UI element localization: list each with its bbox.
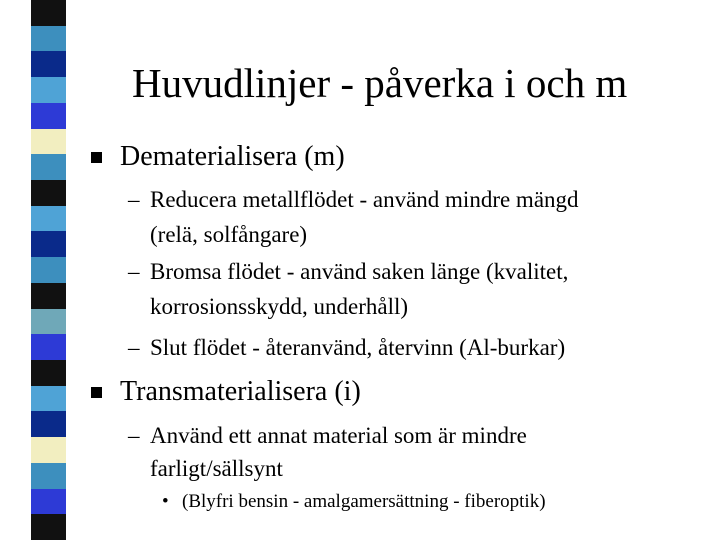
stripe-block [31,26,66,52]
sub-bullet-anvand-cont: farligt/sällsynt [150,456,283,481]
stripe-block [31,514,66,540]
decorative-side-stripe [31,0,66,540]
square-bullet-icon [91,387,102,398]
stripe-block [31,51,66,77]
stripe-block [31,489,66,515]
stripe-block [31,437,66,463]
bullet-transmaterialisera: Transmaterialisera (i) [120,376,361,407]
stripe-block [31,360,66,386]
sub-bullet-anvand: Använd ett annat material som är mindre [150,423,527,448]
stripe-block [31,180,66,206]
stripe-block [31,411,66,437]
bullet-dematerialisera: Dematerialisera (m) [120,141,345,172]
stripe-block [31,334,66,360]
stripe-block [31,129,66,155]
sub-bullet-reducera: Reducera metallflödet - använd mindre mängd [150,187,579,212]
stripe-block [31,386,66,412]
sub-bullet-reducera-cont: (relä, solfångare) [150,222,308,247]
bullet-dot-icon: • [162,491,169,512]
stripe-block [31,77,66,103]
slide-title: Huvudlinjer - påverka i och m [132,60,628,106]
stripe-block [31,309,66,335]
subsub-bullet-blyfri: (Blyfri bensin - amalgamersättning - fiberoptik) [182,491,546,512]
stripe-block [31,0,66,26]
stripe-block [31,154,66,180]
stripe-block [31,283,66,309]
sub-dash: – [128,187,140,212]
stripe-block [31,103,66,129]
stripe-block [31,206,66,232]
sub-dash: – [128,423,140,448]
sub-bullet-bromsa: Bromsa flödet - använd saken länge (kvalitet, [150,259,569,284]
sub-dash: – [128,335,140,360]
sub-bullet-bromsa-cont: korrosionsskydd, underhåll) [150,294,409,319]
stripe-block [31,463,66,489]
stripe-block [31,231,66,257]
stripe-block [31,257,66,283]
square-bullet-icon [91,152,102,163]
sub-bullet-slut: Slut flödet - återanvänd, återvinn (Al-burkar) [150,335,566,360]
sub-dash: – [128,259,140,284]
